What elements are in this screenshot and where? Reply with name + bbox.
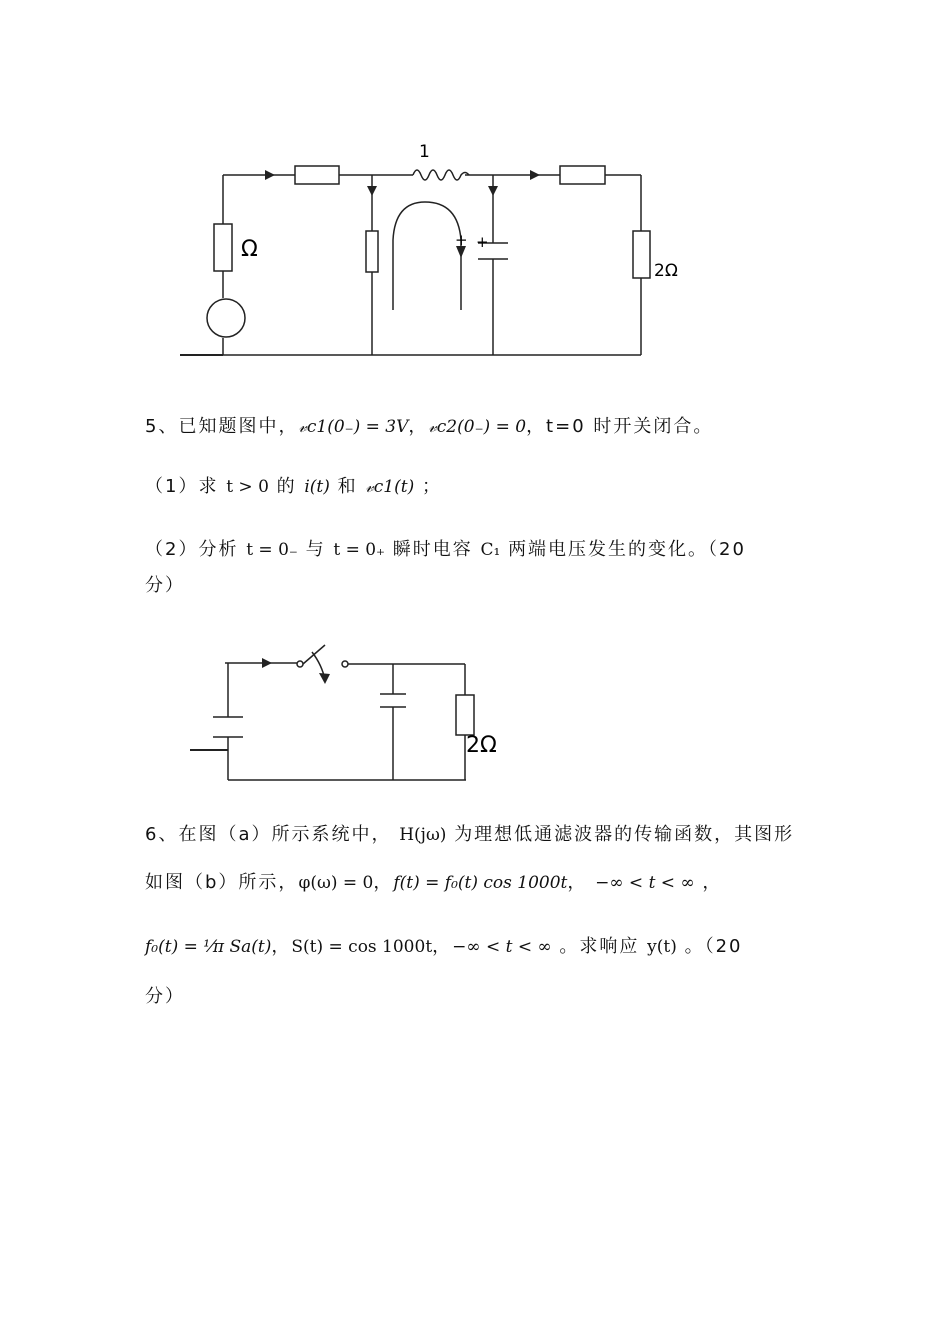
p6-score: 分） [145, 986, 185, 1007]
switch-arrow-head [319, 673, 330, 684]
p6-line1 [145, 820, 794, 846]
p6-comma2: ， [567, 872, 588, 893]
q2-t2: t = 0₊ [333, 540, 386, 560]
q1-i: 𝑖(t) [304, 477, 330, 497]
p6-comma4: ， [271, 936, 292, 957]
p5-vc2-init: 𝓋c2(0₋) = 0 [428, 417, 527, 437]
p5-suffix: ，t=0 时开关闭合。 [526, 416, 714, 437]
p6-h: H(jω) [399, 825, 447, 845]
p6-range2: −∞ < 𝑡 < ∞ [452, 937, 552, 957]
switch-contact-right [342, 661, 348, 667]
p5-sep1: ， [408, 416, 429, 437]
q2-t1: t = 0₋ [246, 540, 298, 560]
q1-cond: t > 0 [226, 477, 269, 497]
p6-line2 [145, 868, 722, 894]
q1-v: 𝓋c1(t) [365, 477, 415, 497]
p6-comma5: ， [432, 936, 453, 957]
q1-prefix: （1）求 [145, 476, 219, 497]
p6-s-def: S(t) = cos 1000t [291, 937, 433, 957]
q1-end: ； [421, 476, 442, 497]
p6-phi: φ(ω) = 0 [298, 873, 374, 893]
p6-f-def: 𝑓(t) = 𝑓₀(t) cos 1000t [393, 873, 568, 893]
arrow-head-5 [262, 658, 272, 668]
capacitor-plus: + [476, 233, 489, 251]
left-resistor-label: Ω [241, 237, 258, 262]
p6-y: y(t) [647, 937, 677, 957]
p6-line1-suffix: 为理想低通滤波器的传输函数，其图形 [454, 824, 795, 845]
loop-mark: + [455, 231, 468, 249]
q1-and: 和 [337, 476, 358, 497]
p6-comma1: ， [373, 872, 394, 893]
q2-mid: 瞬时电容 [392, 539, 473, 560]
p6-end: 。（20 [684, 936, 743, 957]
q2-end: 两端电压发生的变化。（20 [508, 539, 746, 560]
p6-prefix: 6、在图（a）所示系统中， [145, 824, 392, 845]
q1-de: 的 [276, 476, 297, 497]
p5-prefix: 5、已知题图中， [145, 416, 299, 437]
resistor-2ohm-label: 2Ω [466, 733, 497, 758]
p6-f0-def: 𝑓₀(t) = ¹⁄π Sa(t) [145, 937, 272, 957]
inductor-label: 1 [419, 142, 430, 162]
q2-c: C₁ [480, 540, 501, 560]
q2-prefix: （2）分析 [145, 539, 239, 560]
p6-range1: −∞ < 𝑡 < ∞ [595, 873, 695, 893]
right-resistor-label: 2Ω [654, 261, 678, 281]
q2-yu: 与 [305, 539, 326, 560]
switch-contact-left [297, 661, 303, 667]
p6-comma3: ， [702, 872, 723, 893]
resistor-2ohm [456, 695, 474, 735]
p6-line3 [145, 932, 742, 958]
p5-score: 分） [145, 575, 185, 596]
p6-line2-prefix: 如图（b）所示， [145, 872, 299, 893]
p6-ask: 。求响应 [559, 936, 640, 957]
p5-vc1-init: 𝓋c1(0₋) = 3V [298, 417, 409, 437]
